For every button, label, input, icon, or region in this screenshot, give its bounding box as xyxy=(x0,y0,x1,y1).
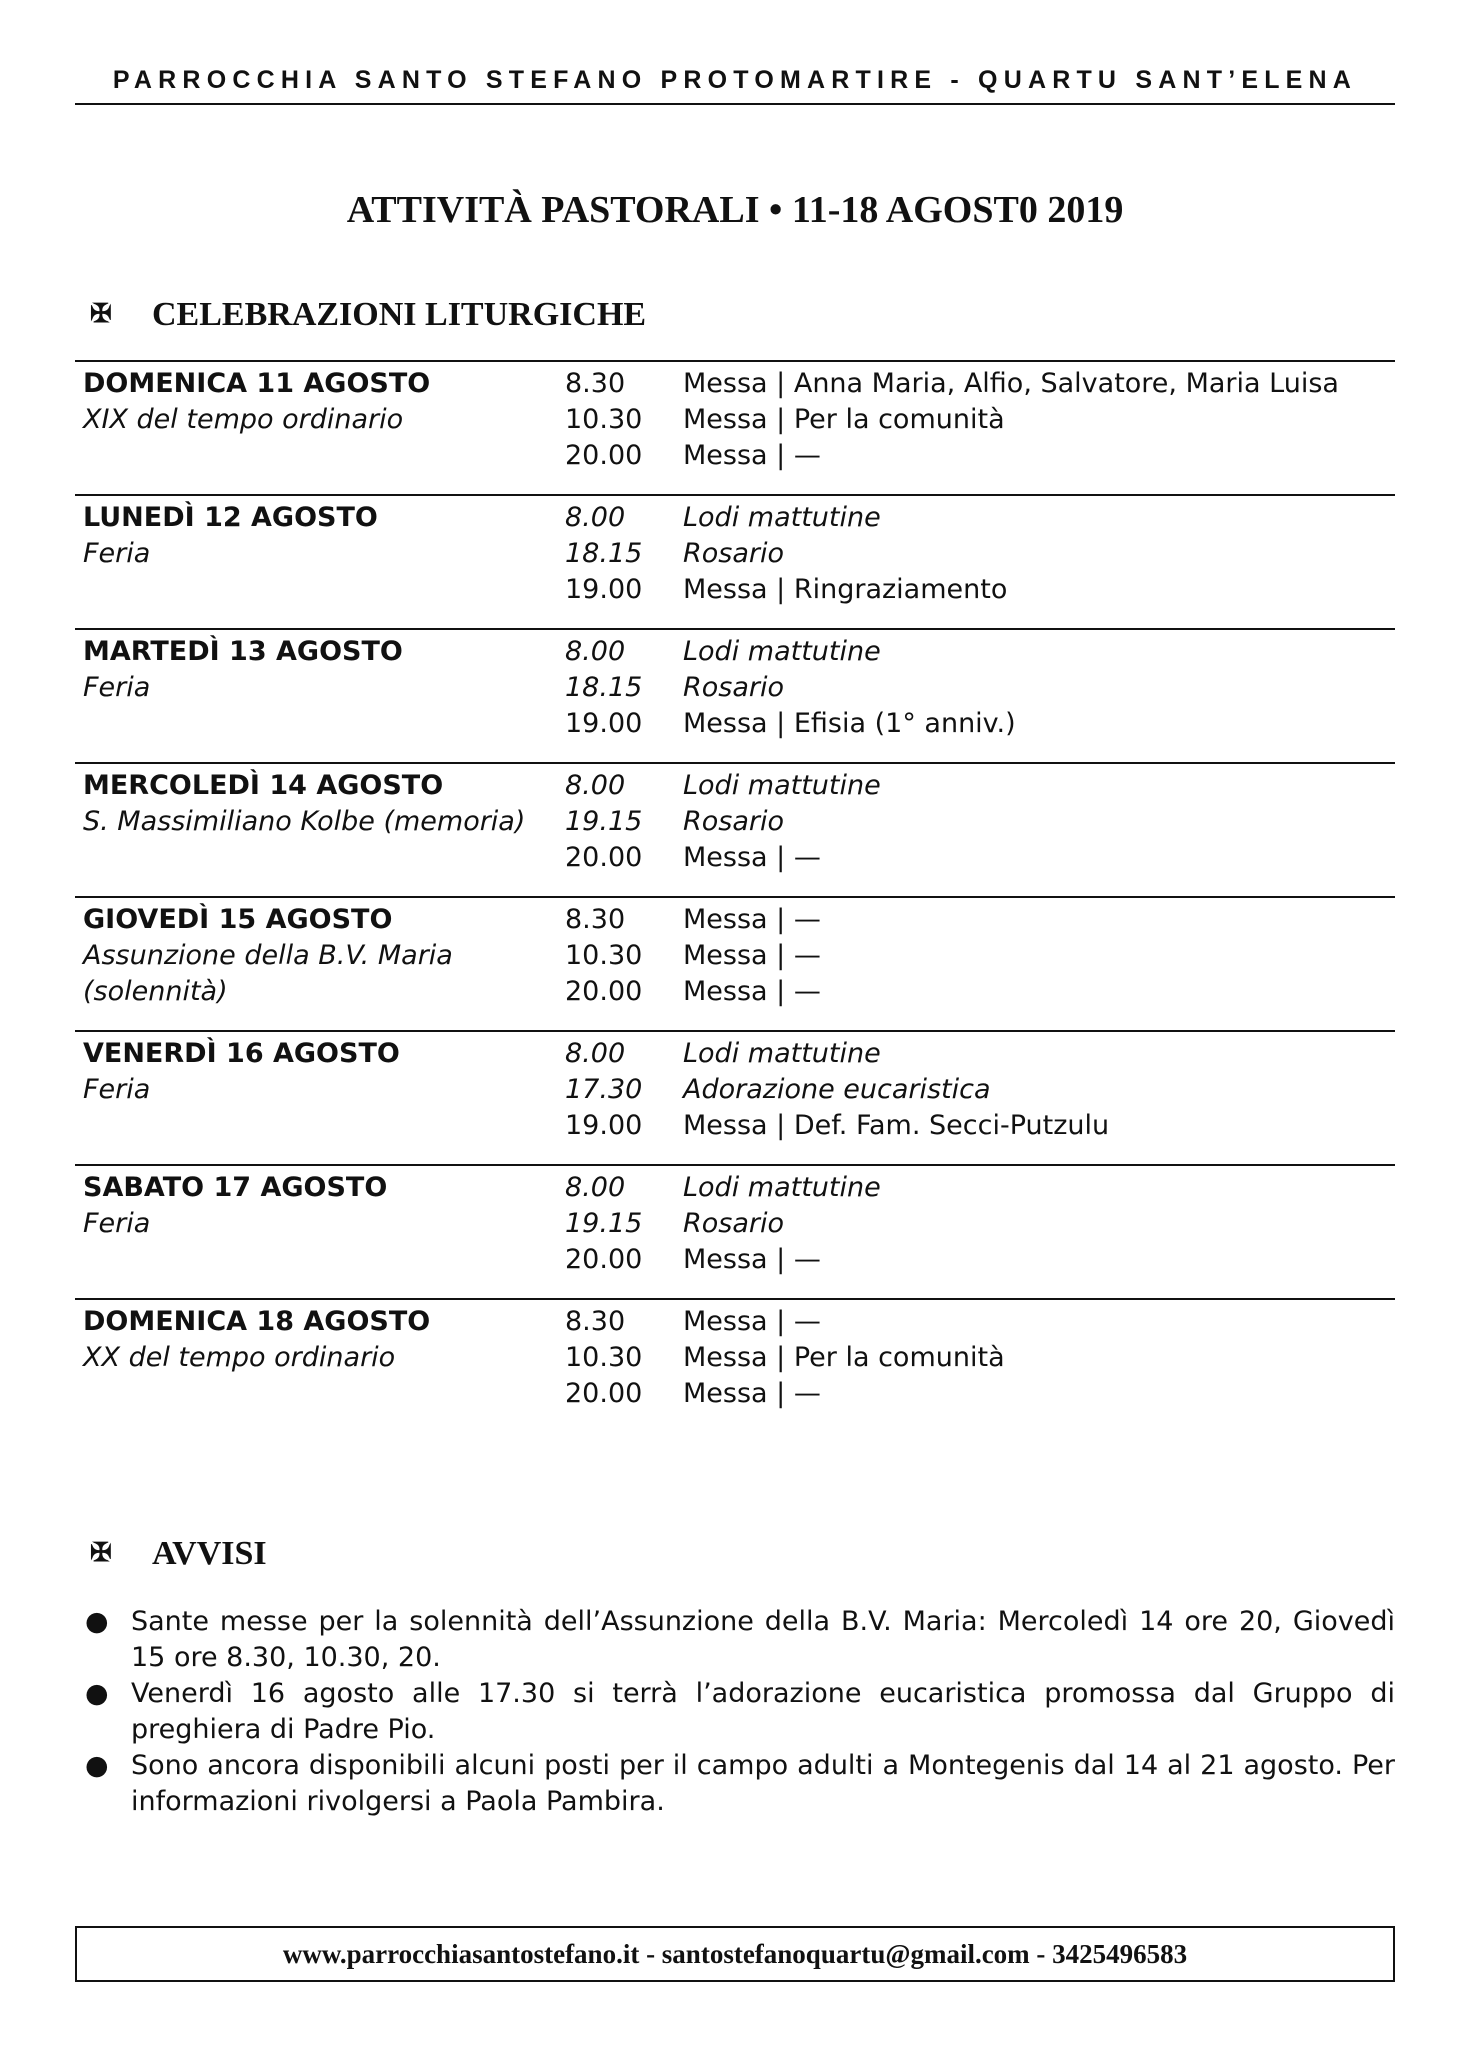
event-time: 8.00 xyxy=(565,770,626,801)
page-title: ATTIVITÀ PASTORALI • 11-18 AGOST0 2019 xyxy=(346,189,1124,231)
event-label: Messa | Anna Maria, Alfio, Salvatore, Maria Luisa xyxy=(683,368,1339,399)
event-row xyxy=(565,366,1395,402)
event-row xyxy=(565,1036,1395,1072)
event-row xyxy=(565,1072,1395,1108)
schedule-day xyxy=(75,762,1395,896)
event-row xyxy=(565,500,1395,536)
event-label: Messa | — xyxy=(683,940,821,971)
event-label: Messa | Per la comunità xyxy=(683,404,1005,435)
event-row xyxy=(565,1206,1395,1242)
event-time: 20.00 xyxy=(565,440,643,471)
event-label: Lodi mattutine xyxy=(683,1172,881,1203)
event-label: Messa | — xyxy=(683,1244,821,1275)
day-description: Feria xyxy=(83,672,151,703)
event-time: 10.30 xyxy=(565,940,643,971)
schedule-day xyxy=(75,896,1395,1030)
event-time: 19.00 xyxy=(565,574,643,605)
cross-pattee-icon: ✠ xyxy=(90,1538,112,1567)
event-label: Messa | — xyxy=(683,842,821,873)
day-name: DOMENICA 11 AGOSTO xyxy=(83,368,431,399)
event-row xyxy=(565,804,1395,840)
notices-list xyxy=(75,1604,1395,1820)
notice-text: Sante messe per la solennità dell’Assunzione della B.V. Maria: Mercoledì 14 ore 20, Giovedì 15 ore 8.30, 10.30, 20. xyxy=(131,1606,1395,1673)
event-label: Messa | — xyxy=(683,904,821,935)
event-row xyxy=(565,1304,1395,1340)
event-time: 8.30 xyxy=(565,904,626,935)
event-time: 8.00 xyxy=(565,636,626,667)
day-description: Feria xyxy=(83,1074,151,1105)
section-heading-notices xyxy=(90,1535,267,1573)
event-row xyxy=(565,974,1395,1010)
liturgical-schedule xyxy=(75,360,1395,1432)
event-time: 18.15 xyxy=(565,672,643,703)
event-time: 20.00 xyxy=(565,976,643,1007)
day-description: XIX del tempo ordinario xyxy=(83,404,404,435)
event-label: Messa | Def. Fam. Secci-Putzulu xyxy=(683,1110,1110,1141)
event-label: Messa | Efisia (1° anniv.) xyxy=(683,708,1016,739)
event-row xyxy=(565,670,1395,706)
event-label: Lodi mattutine xyxy=(683,502,881,533)
day-name: GIOVEDÌ 15 AGOSTO xyxy=(83,904,393,935)
event-label: Rosario xyxy=(683,538,785,569)
notice-text: Sono ancora disponibili alcuni posti per il campo adulti a Montegenis dal 14 al 21 agosto. Per informazioni rivolgersi a Paola Pambira. xyxy=(131,1750,1395,1817)
event-time: 20.00 xyxy=(565,842,643,873)
event-time: 19.15 xyxy=(565,1208,643,1239)
event-time: 8.30 xyxy=(565,368,626,399)
schedule-day xyxy=(75,628,1395,762)
event-row xyxy=(565,1242,1395,1278)
event-label: Lodi mattutine xyxy=(683,636,881,667)
event-row xyxy=(565,938,1395,974)
event-time: 20.00 xyxy=(565,1244,643,1275)
event-label: Messa | Ringraziamento xyxy=(683,574,1008,605)
event-time: 17.30 xyxy=(565,1074,643,1105)
event-label: Lodi mattutine xyxy=(683,770,881,801)
day-name: SABATO 17 AGOSTO xyxy=(83,1172,388,1203)
schedule-day xyxy=(75,1030,1395,1164)
day-name: MARTEDÌ 13 AGOSTO xyxy=(83,636,403,667)
notice-item xyxy=(75,1676,1395,1748)
schedule-day xyxy=(75,494,1395,628)
bullet-dot-icon: ● xyxy=(85,1606,109,1637)
day-description: (solennità) xyxy=(83,976,228,1007)
day-description: Feria xyxy=(83,1208,151,1239)
event-row xyxy=(565,706,1395,742)
event-time: 19.00 xyxy=(565,1110,643,1141)
event-row xyxy=(565,402,1395,438)
event-label: Rosario xyxy=(683,806,785,837)
schedule-day xyxy=(75,1164,1395,1298)
event-label: Messa | — xyxy=(683,1378,821,1409)
day-description: XX del tempo ordinario xyxy=(83,1342,396,1373)
bullet-dot-icon: ● xyxy=(85,1750,109,1781)
day-name: MERCOLEDÌ 14 AGOSTO xyxy=(83,770,444,801)
schedule-day xyxy=(75,360,1395,494)
bullet-dot-icon: ● xyxy=(85,1678,109,1709)
day-name: VENERDÌ 16 AGOSTO xyxy=(83,1038,400,1069)
event-row xyxy=(565,902,1395,938)
event-row xyxy=(565,840,1395,876)
header-divider xyxy=(75,103,1395,105)
schedule-day xyxy=(75,1298,1395,1432)
event-row xyxy=(565,768,1395,804)
event-time: 8.00 xyxy=(565,502,626,533)
event-label: Messa | — xyxy=(683,440,821,471)
event-row xyxy=(565,1170,1395,1206)
cross-pattee-icon: ✠ xyxy=(90,299,112,328)
event-row xyxy=(565,438,1395,474)
event-row xyxy=(565,1108,1395,1144)
notice-text: Venerdì 16 agosto alle 17.30 si terrà l’adorazione eucaristica promossa dal Gruppo di preghiera di Padre Pio. xyxy=(131,1678,1395,1745)
event-time: 19.15 xyxy=(565,806,643,837)
event-label: Rosario xyxy=(683,1208,785,1239)
event-label: Messa | — xyxy=(683,976,821,1007)
notice-item xyxy=(75,1604,1395,1676)
event-label: Rosario xyxy=(683,672,785,703)
event-time: 10.30 xyxy=(565,404,643,435)
day-description: Assunzione della B.V. Maria xyxy=(83,940,453,971)
section-title: AVVISI xyxy=(152,1535,267,1572)
section-heading-celebrations xyxy=(90,296,646,334)
event-label: Lodi mattutine xyxy=(683,1038,881,1069)
event-time: 20.00 xyxy=(565,1378,643,1409)
day-name: DOMENICA 18 AGOSTO xyxy=(83,1306,431,1337)
notice-item xyxy=(75,1748,1395,1820)
event-time: 18.15 xyxy=(565,538,643,569)
event-row xyxy=(565,572,1395,608)
section-title: CELEBRAZIONI LITURGICHE xyxy=(152,296,647,333)
parish-header: PARROCCHIA SANTO STEFANO PROTOMARTIRE - QUARTU SANT’ELENA xyxy=(112,66,1358,94)
event-label: Messa | Per la comunità xyxy=(683,1342,1005,1373)
event-time: 19.00 xyxy=(565,708,643,739)
day-description: Feria xyxy=(83,538,151,569)
day-name: LUNEDÌ 12 AGOSTO xyxy=(83,502,378,533)
event-row xyxy=(565,1376,1395,1412)
event-label: Messa | — xyxy=(683,1306,821,1337)
contact-footer: www.parrocchiasantostefano.it - santostefanoquartu@gmail.com - 3425496583 xyxy=(75,1926,1395,1982)
event-label: Adorazione eucaristica xyxy=(683,1074,991,1105)
event-row xyxy=(565,1340,1395,1376)
event-time: 8.00 xyxy=(565,1038,626,1069)
event-time: 10.30 xyxy=(565,1342,643,1373)
event-row xyxy=(565,634,1395,670)
event-time: 8.30 xyxy=(565,1306,626,1337)
event-row xyxy=(565,536,1395,572)
event-time: 8.00 xyxy=(565,1172,626,1203)
day-description: S. Massimiliano Kolbe (memoria) xyxy=(83,806,526,837)
